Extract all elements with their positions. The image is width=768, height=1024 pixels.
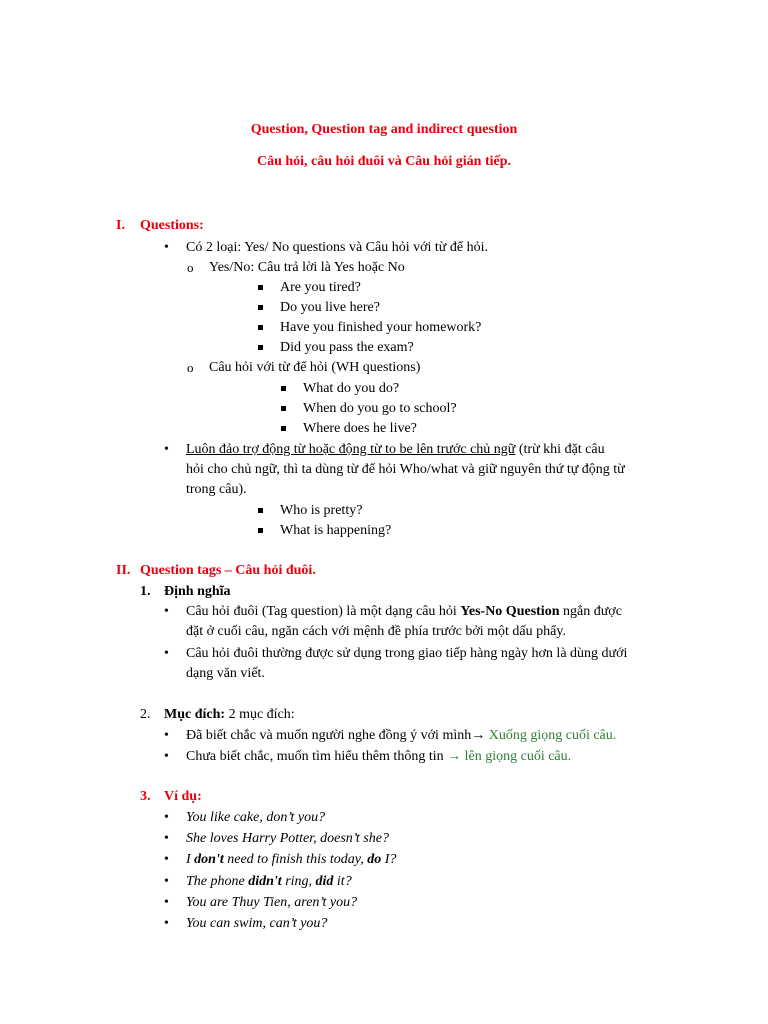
bullet-inversion-rule (186, 441, 605, 459)
purpose-2-result: lên giọng cuối câu. (461, 749, 572, 764)
ex4-bold-aux: didn't (248, 874, 282, 889)
doc-title-english: Question, Question tag and indirect question (250, 122, 518, 137)
example-subject-2: What is happening? (280, 523, 392, 538)
definition-text-end: ngắn được (559, 604, 622, 619)
section-1-number: I. (116, 218, 125, 233)
example-tag-6: You can swim, can’t you? (186, 916, 328, 931)
example-wh-3: Where does he live? (303, 421, 417, 436)
definition-bold-term: Yes-No Question (460, 604, 560, 619)
example-subject-1: Who is pretty? (280, 503, 363, 518)
example-yn-3: Have you finished your homework? (280, 320, 482, 335)
ex4-bold-tag: did (315, 874, 334, 889)
subsection-3-number: 3. (140, 789, 151, 804)
purpose-2 (186, 748, 571, 766)
arrow-right-icon: → (447, 749, 462, 764)
bullet-dot-icon: • (164, 916, 169, 931)
bullet-question-types: Có 2 loại: Yes/ No questions và Câu hỏi với từ để hỏi. (186, 240, 488, 255)
example-wh-1: What do you do? (303, 381, 400, 396)
example-yn-2: Do you live here? (280, 300, 380, 315)
purpose-heading: Mục đích: (164, 707, 226, 722)
example-tag-1: You like cake, don’t you? (186, 810, 326, 825)
subsection-1-heading: Định nghĩa (164, 584, 231, 599)
purpose-1-result: Xuống giọng cuối câu. (485, 728, 617, 743)
circle-bullet-icon: o (187, 360, 194, 375)
square-bullet-icon (258, 528, 263, 533)
inversion-rule-line-3: trong câu). (186, 482, 247, 497)
definition-line-1 (186, 603, 622, 621)
section-2-number: II. (116, 563, 131, 578)
square-bullet-icon (258, 325, 263, 330)
usage-line-2: dạng văn viết. (186, 666, 265, 681)
square-bullet-icon (258, 345, 263, 350)
bullet-dot-icon: • (164, 831, 169, 846)
example-yn-1: Are you tired? (280, 280, 361, 295)
example-tag-4 (186, 873, 352, 891)
square-bullet-icon (281, 426, 286, 431)
subsection-3-heading: Ví dụ: (164, 789, 202, 804)
purpose-2-text: Chưa biết chắc, muốn tìm hiểu thêm thông tin (186, 749, 448, 764)
inversion-rule-continued: (trừ khi đặt câu (515, 442, 605, 457)
example-tag-3 (186, 851, 396, 869)
usage-line-1: Câu hỏi đuôi thường được sử dụng trong giao tiếp hàng ngày hơn là dùng dưới (186, 646, 628, 661)
example-wh-2: When do you go to school? (303, 401, 457, 416)
square-bullet-icon (258, 508, 263, 513)
bullet-dot-icon: • (164, 604, 169, 619)
ex3-bold-aux: don't (194, 852, 224, 867)
bullet-dot-icon: • (164, 442, 169, 457)
subbullet-yes-no: Yes/No: Câu trả lời là Yes hoặc No (209, 260, 405, 275)
section-2-heading: Question tags – Câu hỏi đuôi. (140, 563, 316, 578)
bullet-dot-icon: • (164, 895, 169, 910)
bullet-dot-icon: • (164, 646, 169, 661)
ex3-part: I (186, 852, 195, 867)
bullet-dot-icon: • (164, 728, 169, 743)
example-yn-4: Did you pass the exam? (280, 340, 414, 355)
inversion-rule-underlined: Luôn đảo trợ động từ hoặc động từ to be lên trước chủ ngữ (186, 442, 516, 457)
subsection-1-number: 1. (140, 584, 151, 599)
circle-bullet-icon: o (187, 260, 194, 275)
bullet-dot-icon: • (164, 852, 169, 867)
purpose-1 (186, 727, 616, 745)
ex3-part: I? (381, 852, 397, 867)
purpose-1-text: Đã biết chắc và muốn người nghe đồng ý với mình (186, 728, 472, 743)
ex4-part: it? (333, 874, 352, 889)
arrow-right-icon: → (471, 728, 486, 743)
ex4-part: The phone (186, 874, 249, 889)
example-tag-2: She loves Harry Potter, doesn’t she? (186, 831, 389, 846)
bullet-dot-icon: • (164, 874, 169, 889)
definition-line-2: đặt ở cuối câu, ngăn cách với mệnh đề phía trước bởi một dấu phẩy. (186, 624, 566, 639)
inversion-rule-line-2: hỏi cho chủ ngữ, thì ta dùng từ để hỏi Who/what và giữ nguyên thứ tự động từ (186, 462, 625, 477)
example-tag-5: You are Thuy Tien, aren’t you? (186, 895, 358, 910)
purpose-count: 2 mục đích: (225, 707, 295, 722)
subbullet-wh: Câu hỏi với từ để hỏi (WH questions) (209, 360, 421, 375)
doc-title-vietnamese: Câu hỏi, câu hỏi đuôi và Câu hỏi gián tiếp. (256, 154, 511, 169)
square-bullet-icon (281, 386, 286, 391)
bullet-dot-icon: • (164, 810, 169, 825)
square-bullet-icon (258, 305, 263, 310)
square-bullet-icon (281, 406, 286, 411)
bullet-dot-icon: • (164, 240, 169, 255)
ex3-part: need to finish this today, (223, 852, 368, 867)
definition-text: Câu hỏi đuôi (Tag question) là một dạng câu hỏi (186, 604, 461, 619)
ex3-bold-tag: do (367, 852, 382, 867)
bullet-dot-icon: • (164, 749, 169, 764)
square-bullet-icon (258, 285, 263, 290)
subsection-2-number: 2. (140, 707, 151, 722)
subsection-2-heading (164, 706, 295, 724)
ex4-part: ring, (281, 874, 316, 889)
section-1-heading: Questions: (140, 218, 204, 233)
